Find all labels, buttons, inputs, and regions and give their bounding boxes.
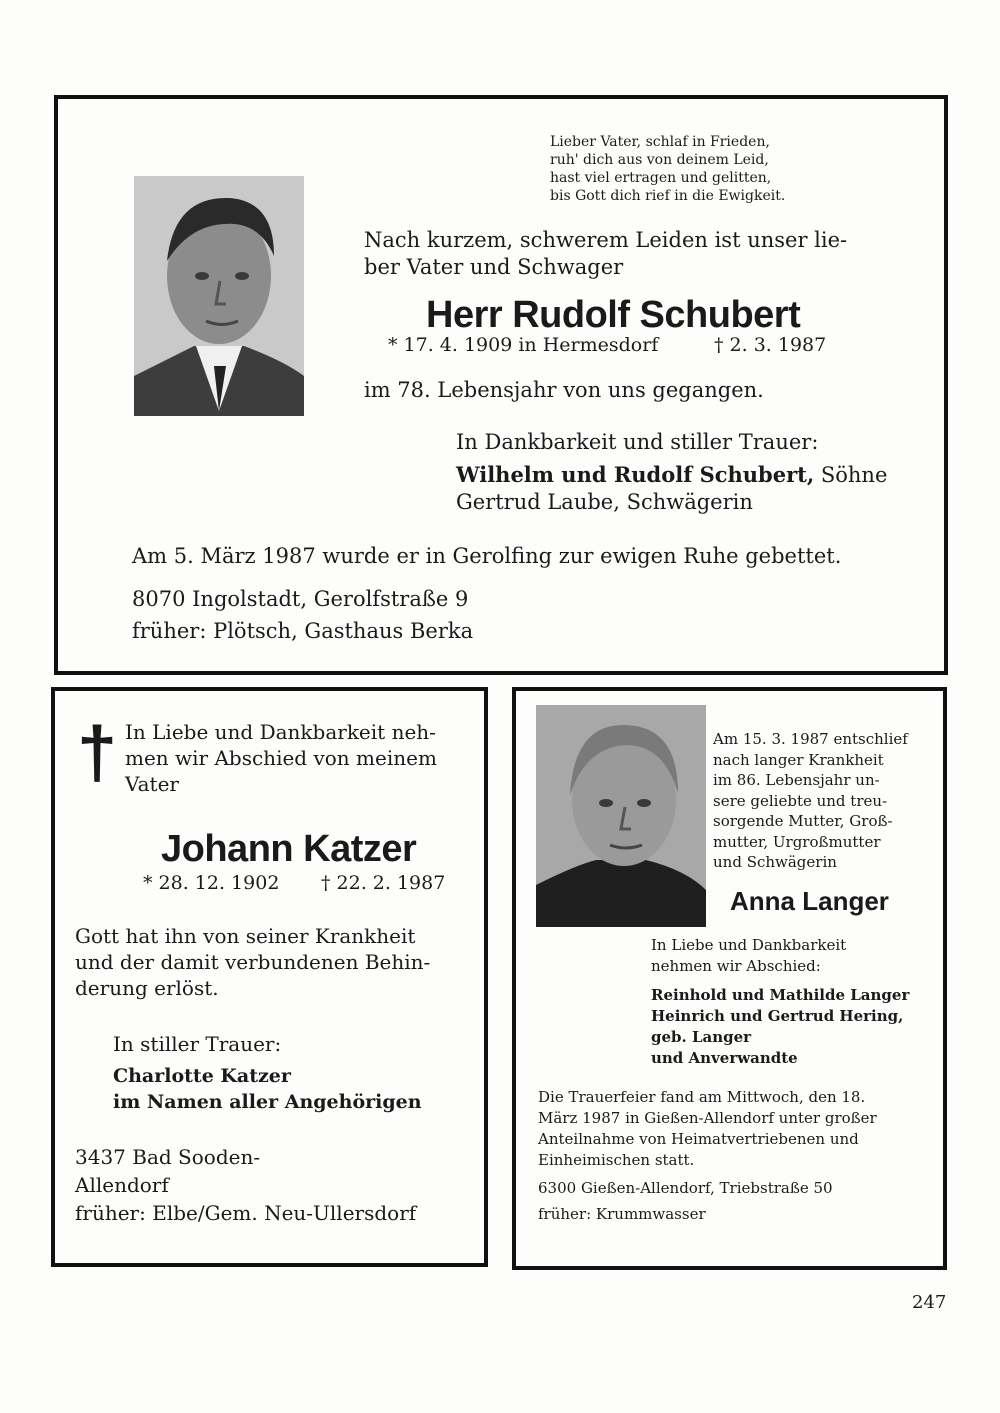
obituary-rudolf-schubert [54,95,948,675]
intro-line: ber Vater und Schwager [364,255,624,279]
text-block [75,923,430,1001]
portrait-photo-anna-langer [536,705,706,927]
intro-text [125,719,437,797]
mourner-names: Wilhelm und Rudolf Schubert, [456,462,815,487]
intro-line: im 86. Lebensjahr un- [713,771,880,789]
mourner-line: im Namen aller Angehörigen [113,1091,422,1113]
age-text: im 78. Lebensjahr von uns gegangen. [364,378,764,402]
address-line: früher: Elbe/Gem. Neu-Ullersdorf [75,1201,417,1225]
address-line: 3437 Bad Sooden- [75,1145,261,1169]
mourner-relation: Söhne [814,463,888,487]
intro-line: mutter, Urgroßmutter [713,832,881,851]
man-portrait-icon [134,176,304,416]
mourning-heading: In stiller Trauer: [113,1032,282,1056]
funeral-line: März 1987 in Gießen-Allendorf unter großer [538,1109,877,1127]
burial-text: Am 5. März 1987 wurde er in Gerolfing zur ewigen Ruhe gebettet. [132,544,842,568]
obituary-johann-katzer [51,687,488,1267]
poem-line: ruh' dich aus von deinem Leid, [550,152,769,168]
address-line: früher: Plötsch, Gasthaus Berka [132,619,474,643]
obituary-anna-langer [512,687,947,1270]
farewell-line: In Liebe und Dankbarkeit [651,936,847,954]
funeral-line: Die Trauerfeier fand am Mittwoch, den 18. [538,1088,866,1106]
mourner-line: Reinhold und Mathilde Langer [651,986,910,1004]
address [538,1175,833,1227]
intro-line: nach langer Krankheit [713,750,884,769]
intro-line: Am 15. 3. 1987 entschlief [713,730,908,748]
poem-line: hast viel ertragen und gelitten, [550,170,772,186]
page-number: 247 [912,1292,947,1313]
woman-portrait-icon [536,705,706,927]
intro-text [364,227,847,281]
poem [550,133,785,205]
cross-icon: † [77,713,118,793]
intro-line: Nach kurzem, schwerem Leiden ist unser lie- [364,228,848,252]
intro-line: men wir Abschied von meinem [125,746,437,770]
mourner-line: Gertrud Laube, Schwägerin [456,490,753,514]
address-line: 6300 Gießen-Allendorf, Triebstraße 50 [538,1179,833,1197]
funeral-line: Anteilnahme von Heimatvertriebenen und [538,1130,859,1148]
mourners [113,1063,422,1115]
farewell-line: nehmen wir Abschied: [651,957,821,975]
mourner-line: Charlotte Katzer [113,1065,291,1087]
funeral-text [538,1087,877,1171]
portrait-photo-rudolf-schubert [134,176,304,416]
mourner-line: geb. Langer [651,1028,752,1046]
death-date: † 22. 2. 1987 [321,872,446,894]
birth-date: * 17. 4. 1909 in Hermesdorf [388,334,659,356]
address-line: Allendorf [75,1173,169,1197]
text-line: derung erlöst. [75,976,219,1000]
funeral-line: Einheimischen statt. [538,1151,695,1169]
mourners [651,985,909,1069]
text-line: Gott hat ihn von seiner Krankheit [75,924,416,948]
intro-line: sere geliebte und treu- [713,791,888,810]
text-line: und der damit verbundenen Behin- [75,950,431,974]
mourner-line [456,461,887,489]
intro-line: sorgende Mutter, Groß- [713,812,893,830]
mourner-line: Heinrich und Gertrud Hering, [651,1007,904,1025]
intro-line: Vater [125,772,179,796]
intro-line: In Liebe und Dankbarkeit neh- [125,720,436,744]
intro-line: und Schwägerin [713,853,837,871]
death-date: † 2. 3. 1987 [714,334,827,356]
farewell-text [651,935,846,977]
poem-line: bis Gott dich rief in die Ewigkeit. [550,188,786,204]
address [132,583,473,647]
intro-text [713,729,908,873]
mourning-heading: In Dankbarkeit und stiller Trauer: [456,430,819,454]
deceased-name: Johann Katzer [161,828,417,870]
deceased-name: Anna Langer [730,886,889,916]
address-line: 8070 Ingolstadt, Gerolfstraße 9 [132,587,469,611]
poem-line: Lieber Vater, schlaf in Frieden, [550,134,770,150]
deceased-name: Herr Rudolf Schubert [426,294,801,336]
address-line: früher: Krummwasser [538,1205,706,1223]
mourner-line: und Anverwandte [651,1049,798,1067]
birth-date: * 28. 12. 1902 [143,872,280,894]
address [75,1143,416,1227]
